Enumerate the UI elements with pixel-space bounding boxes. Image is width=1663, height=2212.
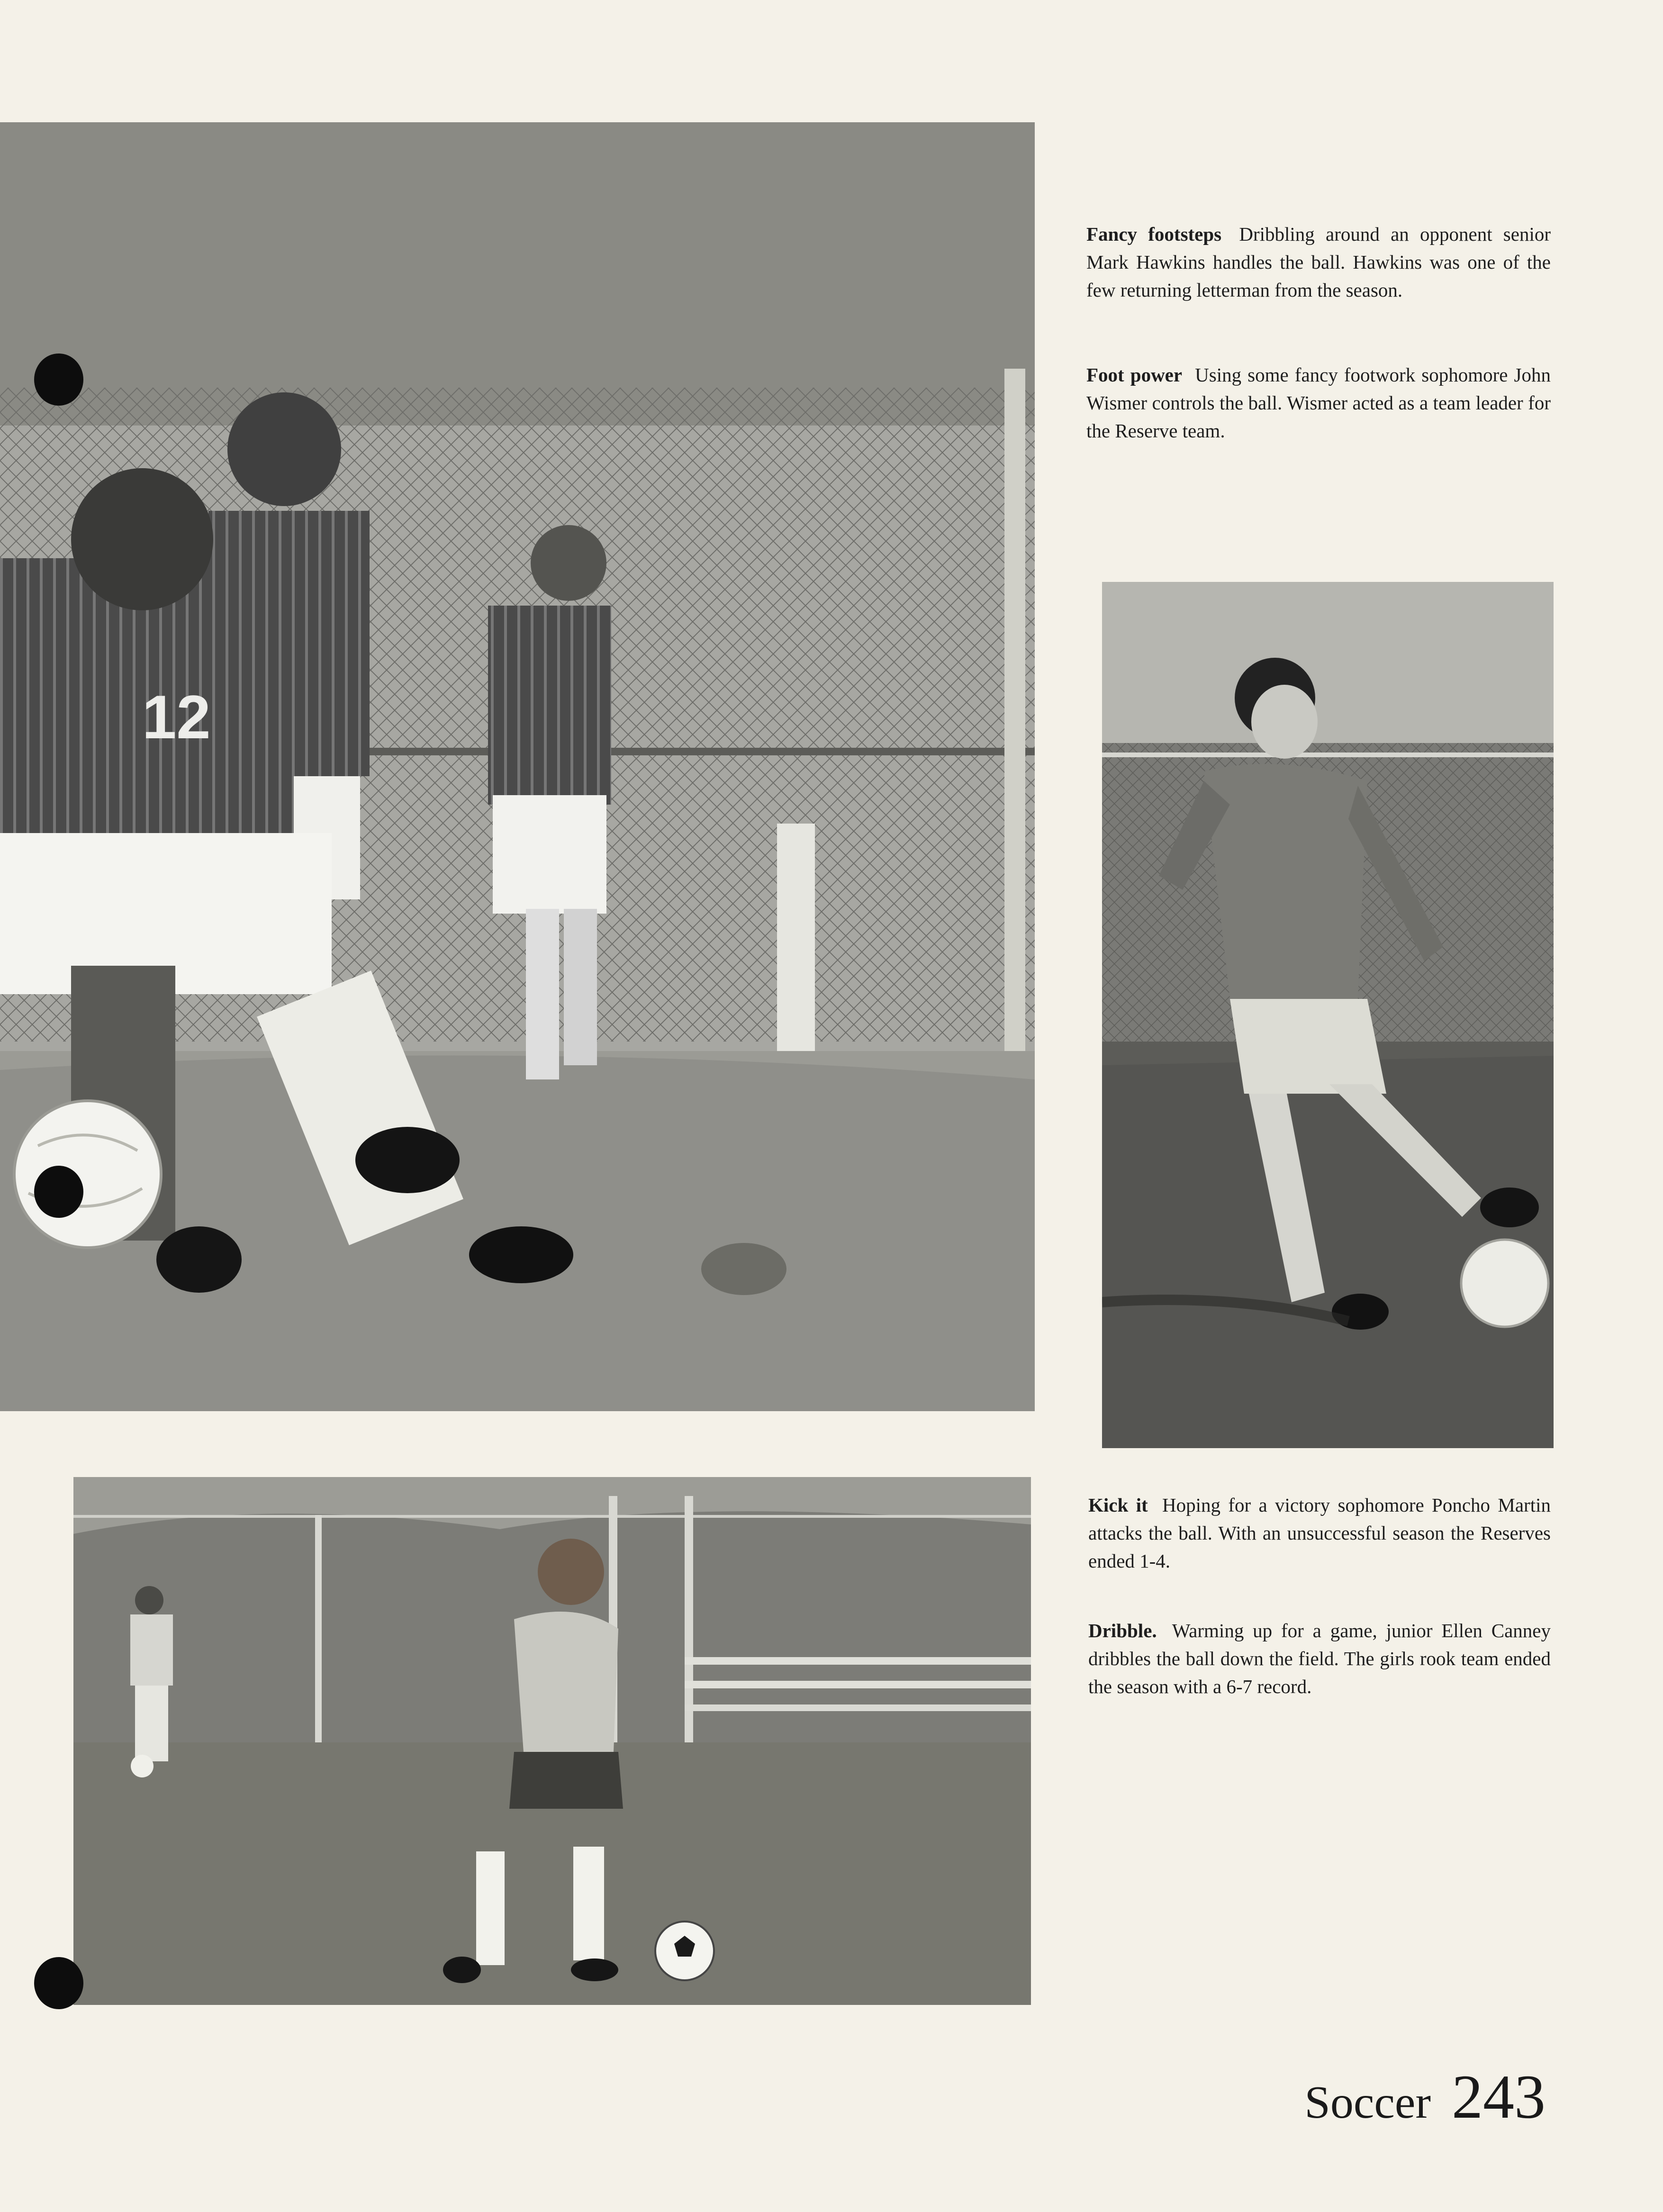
binder-hole xyxy=(34,1957,83,2009)
binder-hole xyxy=(34,1166,83,1218)
jersey-number: 12 xyxy=(142,682,211,752)
photo-fancy-footsteps-image xyxy=(0,122,1035,1411)
caption-title: Fancy footsteps xyxy=(1086,223,1222,245)
photo-dribble xyxy=(73,1477,1031,2005)
photo-fancy-footsteps xyxy=(0,122,1035,1411)
photo-dribble-image xyxy=(73,1477,1031,2005)
caption-body: Warming up for a game, junior Ellen Canney dribbles the ball down the field. The girls rook team ended the season with a 6-7 record. xyxy=(1088,1620,1551,1697)
caption-kick-it xyxy=(1088,1491,1551,1575)
caption-fancy-footsteps xyxy=(1086,220,1551,304)
caption-title: Kick it xyxy=(1088,1494,1148,1516)
caption-body: Hoping for a victory sophomore Poncho Martin attacks the ball. With an unsuccessful season the Reserves ended 1-4. xyxy=(1088,1494,1551,1572)
photo-foot-power xyxy=(1102,582,1554,1448)
caption-title: Foot power xyxy=(1086,364,1183,386)
caption-body: Using some fancy footwork sophomore John Wismer controls the ball. Wismer acted as a team leader for the Reserve team. xyxy=(1086,364,1551,442)
page-folio xyxy=(1304,2060,1546,2133)
caption-dribble xyxy=(1088,1617,1551,1701)
caption-foot-power xyxy=(1086,361,1551,445)
caption-title: Dribble. xyxy=(1088,1620,1157,1641)
page-number: 243 xyxy=(1452,2062,1546,2131)
photo-foot-power-image xyxy=(1102,582,1554,1448)
section-title: Soccer xyxy=(1304,2077,1431,2128)
binder-hole xyxy=(34,354,83,406)
caption-body: Dribbling around an opponent senior Mark Hawkins handles the ball. Hawkins was one of the few returning letterman from the season. xyxy=(1086,223,1551,301)
